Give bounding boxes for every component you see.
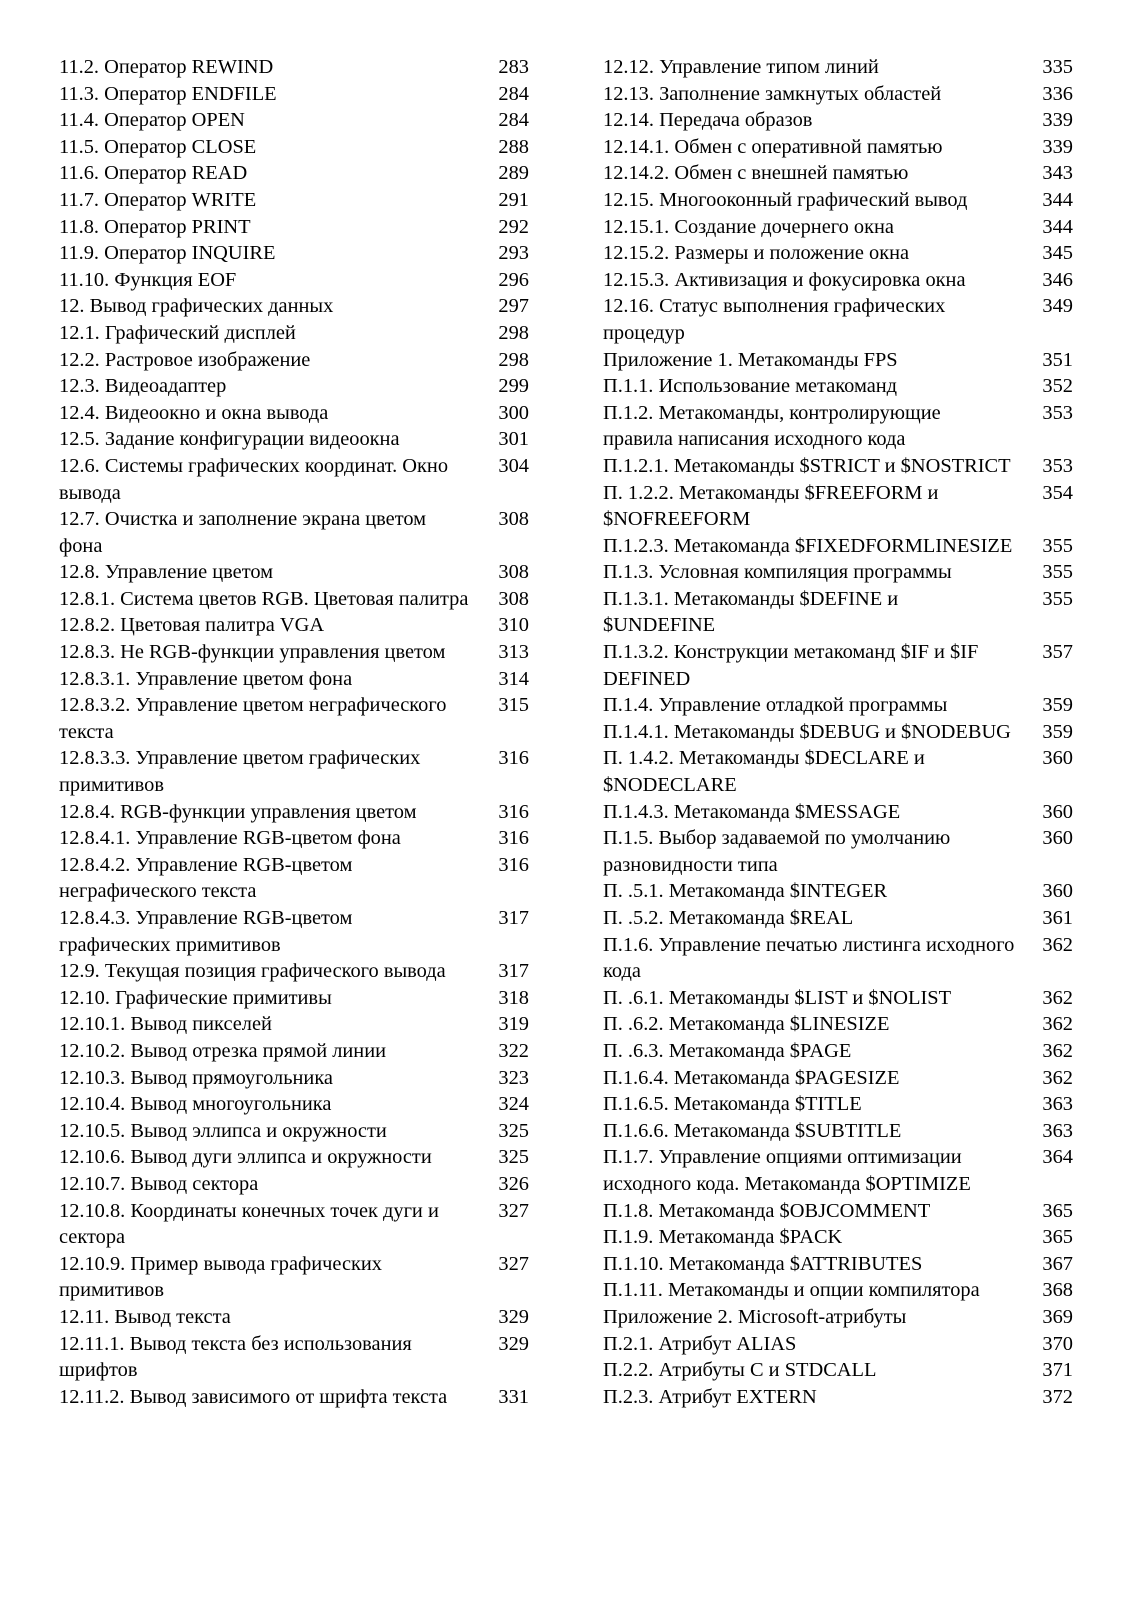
toc-entry-title: 12.10.6. Вывод дуги эллипса и окружности [59, 1146, 432, 1169]
toc-entry-title: 12.15. Многооконный графический вывод [603, 188, 968, 211]
toc-entry [59, 958, 529, 985]
toc-entry-title: П.1.6. Управление печатью листинга исходного кода [603, 933, 1015, 983]
toc-entry-title: П.2.1. Атрибут ALIAS [603, 1332, 797, 1355]
toc-entry [59, 453, 529, 506]
toc-entry-title: 11.5. Оператор CLOSE [59, 135, 257, 158]
toc-entry [603, 825, 1073, 878]
toc-entry-title: 12. Вывод графических данных [59, 295, 334, 318]
toc-entry [603, 719, 1073, 746]
toc-entry-page-number: 297 [498, 295, 529, 318]
toc-entry [603, 134, 1073, 161]
toc-entry [603, 905, 1073, 932]
toc-entry-title: 12.10.3. Вывод прямоугольника [59, 1066, 333, 1089]
toc-entry-title: 11.9. Оператор INQUIRE [59, 242, 276, 265]
toc-entry-page-number: 319 [498, 1013, 529, 1036]
toc-entry [59, 400, 529, 427]
toc-entry [59, 426, 529, 453]
toc-entry-page-number: 371 [1042, 1359, 1073, 1382]
toc-entry [603, 559, 1073, 586]
toc-entry-title: 12.8.4.2. Управление RGB-цветом неграфического текста [59, 853, 353, 903]
toc-entry-page-number: 317 [498, 907, 529, 929]
toc-entry [59, 1304, 529, 1331]
toc-entry [603, 1144, 1073, 1197]
toc-entry-page-number: 325 [498, 1119, 529, 1142]
toc-entry-page-number: 310 [498, 614, 529, 637]
toc-entry [59, 134, 529, 161]
toc-entry [59, 1171, 529, 1198]
toc-entry [603, 400, 1073, 453]
toc-entry [59, 905, 529, 958]
toc-entry-title: 12.8.4. RGB-функции управления цветом [59, 800, 417, 823]
toc-entry-title: П.1.6.5. Метакоманда $TITLE [603, 1093, 862, 1116]
toc-entry-title: 12.1. Графический дисплей [59, 321, 296, 344]
toc-entry [59, 107, 529, 134]
toc-entry-title: 12.15.1. Создание дочернего окна [603, 215, 894, 238]
toc-entry [59, 1331, 529, 1384]
toc-entry-title: П.1.1. Использование метакоманд [603, 375, 898, 398]
toc-entry-page-number: 296 [498, 268, 529, 291]
toc-entry-page-number: 301 [498, 428, 529, 451]
toc-entry-title: 12.8.2. Цветовая палитра VGA [59, 614, 325, 637]
toc-entry-title: 12.14. Передача образов [603, 109, 813, 132]
toc-entry [59, 54, 529, 81]
toc-entry [603, 160, 1073, 187]
toc-entry-page-number: 339 [1042, 135, 1073, 158]
toc-entry-title: 12.10.7. Вывод сектора [59, 1172, 259, 1195]
toc-entry-title: 12.10.9. Пример вывода графических примитивов [59, 1252, 383, 1302]
toc-entry-page-number: 369 [1042, 1305, 1073, 1328]
toc-entry-title: 12.8.3.3. Управление цветом графических примитивов [59, 747, 421, 797]
toc-entry-page-number: 335 [1042, 56, 1073, 78]
toc-entry [603, 480, 1073, 533]
toc-entry [603, 347, 1073, 374]
toc-entry-page-number: 344 [1042, 188, 1073, 211]
toc-entry-title: П.1.2.3. Метакоманда $FIXEDFORMLINESIZE [603, 534, 1013, 557]
toc-entry [603, 1198, 1073, 1225]
toc-entry [603, 107, 1073, 134]
toc-entry-title: П. .6.1. Метакоманды $LIST и $NOLIST [603, 986, 952, 1009]
toc-entry [603, 878, 1073, 905]
toc-entry-page-number: 364 [1042, 1146, 1073, 1169]
toc-entry-title: П. .6.2. Метакоманда $LINESIZE [603, 1013, 890, 1036]
toc-entry-title: 12.8.4.3. Управление RGB-цветом графических примитивов [59, 907, 353, 956]
toc-entry-page-number: 304 [498, 454, 529, 477]
toc-entry [603, 1038, 1073, 1065]
toc-entry-page-number: 357 [1042, 641, 1073, 664]
toc-entry-page-number: 298 [498, 321, 529, 344]
toc-entry [59, 373, 529, 400]
toc-entry-title: 12.10. Графические примитивы [59, 986, 332, 1009]
toc-entry [603, 1118, 1073, 1145]
toc-entry-page-number: 352 [1042, 375, 1073, 398]
toc-entry [59, 985, 529, 1012]
toc-entry-page-number: 354 [1042, 481, 1073, 504]
toc-entry [603, 533, 1073, 560]
toc-entry [603, 54, 1073, 81]
toc-entry-title: П.1.9. Метакоманда $PACK [603, 1226, 843, 1249]
toc-entry [603, 267, 1073, 294]
toc-entry [603, 586, 1073, 639]
toc-entry-title: 12.10.5. Вывод эллипса и окружности [59, 1119, 387, 1142]
toc-entry [59, 1251, 529, 1304]
toc-entry [59, 1198, 529, 1251]
toc-entry-page-number: 308 [498, 561, 529, 584]
toc-entry [59, 293, 529, 320]
toc-left-column [59, 54, 529, 1410]
toc-entry-title: П. 1.2.2. Метакоманды $FREEFORM и $NOFREEFORM [603, 481, 939, 531]
toc-entry-page-number: 326 [498, 1172, 529, 1195]
toc-entry [603, 373, 1073, 400]
toc-entry-page-number: 322 [498, 1039, 529, 1062]
toc-entry-page-number: 325 [498, 1146, 529, 1169]
toc-entry-title: 12.3. Видеоадаптер [59, 375, 227, 398]
toc-entry-title: 12.10.1. Вывод пикселей [59, 1013, 272, 1036]
toc-entry-title: 12.8.3.2. Управление цветом неграфического текста [59, 694, 447, 743]
toc-entry-page-number: 323 [498, 1066, 529, 1089]
toc-entry [603, 1331, 1073, 1358]
toc-entry-page-number: 355 [1042, 561, 1073, 584]
toc-entry [603, 745, 1073, 798]
toc-entry-page-number: 362 [1042, 1066, 1073, 1089]
toc-entry [59, 320, 529, 347]
toc-entry-page-number: 283 [498, 56, 529, 78]
toc-entry-title: П.1.2. Метакоманды, контролирующие правила написания исходного кода [603, 401, 941, 451]
toc-entry [59, 214, 529, 241]
toc-entry-title: 12.8.3.1. Управление цветом фона [59, 667, 353, 690]
toc-entry-page-number: 318 [498, 986, 529, 1009]
toc-entry-page-number: 292 [498, 215, 529, 238]
toc-entry-page-number: 327 [498, 1199, 529, 1222]
toc-entry-page-number: 344 [1042, 215, 1073, 238]
toc-entry-page-number: 308 [498, 587, 529, 610]
toc-entry [59, 1011, 529, 1038]
toc-entry-page-number: 363 [1042, 1119, 1073, 1142]
toc-entry-title: 12.7. Очистка и заполнение экрана цветом фона [59, 508, 427, 557]
toc-entry [603, 1384, 1073, 1411]
toc-entry [603, 932, 1073, 985]
toc-entry-page-number: 345 [1042, 242, 1073, 265]
toc-entry [59, 1065, 529, 1092]
toc-entry-title: 12.2. Растровое изображение [59, 348, 311, 371]
toc-entry-title: 11.8. Оператор PRINT [59, 215, 251, 238]
toc-entry-page-number: 355 [1042, 587, 1073, 610]
toc-entry-page-number: 362 [1042, 1039, 1073, 1062]
toc-entry-page-number: 293 [498, 242, 529, 265]
toc-entry [603, 1277, 1073, 1304]
toc-entry-page-number: 327 [498, 1252, 529, 1275]
toc-entry [59, 852, 529, 905]
toc-entry [603, 187, 1073, 214]
toc-entry-title: 12.11.2. Вывод зависимого от шрифта текста [59, 1385, 448, 1408]
toc-entry [59, 506, 529, 559]
toc-entry-page-number: 289 [498, 162, 529, 185]
toc-entry-title: 12.8.3. Не RGB-функции управления цветом [59, 641, 446, 664]
toc-entry-title: 12.9. Текущая позиция графического вывода [59, 960, 446, 983]
toc-entry-title: 11.3. Оператор ENDFILE [59, 82, 277, 105]
toc-entry [59, 799, 529, 826]
toc-entry-title: 12.10.4. Вывод многоугольника [59, 1093, 332, 1116]
toc-entry [59, 160, 529, 187]
toc-entry-title: П.1.3.2. Конструкции метакоманд $IF и $IF DEFINED [603, 641, 979, 690]
toc-entry-title: П.1.6.4. Метакоманда $PAGESIZE [603, 1066, 900, 1089]
toc-entry-title: П.1.4.3. Метакоманда $MESSAGE [603, 800, 901, 823]
toc-entry-title: П.1.3.1. Метакоманды $DEFINE и $UNDEFINE [603, 587, 899, 637]
toc-entry-page-number: 362 [1042, 933, 1073, 956]
toc-entry-page-number: 360 [1042, 880, 1073, 903]
toc-entry-title: 12.16. Статус выполнения графических процедур [603, 295, 946, 344]
toc-entry [59, 639, 529, 666]
toc-entry [603, 1251, 1073, 1278]
toc-entry-page-number: 355 [1042, 534, 1073, 557]
toc-right-column [603, 54, 1073, 1410]
toc-entry-title: П. .5.1. Метакоманда $INTEGER [603, 880, 888, 903]
toc-entry-page-number: 361 [1042, 907, 1073, 929]
toc-entry-page-number: 316 [498, 827, 529, 850]
toc-entry-title: П. 1.4.2. Метакоманды $DECLARE и $NODECLARE [603, 747, 925, 797]
toc-entry-title: 12.11. Вывод текста [59, 1305, 231, 1328]
toc-entry-title: 12.14.1. Обмен с оперативной памятью [603, 135, 943, 158]
toc-entry-title: 12.8. Управление цветом [59, 561, 274, 584]
toc-entry-page-number: 359 [1042, 720, 1073, 743]
toc-entry-page-number: 343 [1042, 162, 1073, 185]
toc-entry-title: П.1.7. Управление опциями оптимизации исходного кода. Метакоманда $OPTIMIZE [603, 1146, 971, 1195]
toc-entry-page-number: 360 [1042, 827, 1073, 850]
toc-entry [603, 1091, 1073, 1118]
toc-entry-page-number: 351 [1042, 348, 1073, 371]
toc-entry-page-number: 284 [498, 82, 529, 105]
toc-entry [603, 985, 1073, 1012]
toc-entry-title: 12.4. Видеоокно и окна вывода [59, 401, 329, 424]
toc-entry-page-number: 360 [1042, 800, 1073, 823]
toc-entry-title: 12.11.1. Вывод текста без использования шрифтов [59, 1332, 412, 1382]
toc-entry [603, 1304, 1073, 1331]
toc-entry-title: П.1.3. Условная компиляция программы [603, 561, 952, 584]
toc-entry-page-number: 353 [1042, 454, 1073, 477]
toc-entry [59, 586, 529, 613]
toc-entry-title: П.1.5. Выбор задаваемой по умолчанию разновидности типа [603, 827, 951, 876]
toc-entry-title: 12.14.2. Обмен с внешней памятью [603, 162, 909, 185]
toc-entry-page-number: 314 [498, 667, 529, 690]
toc-entry-title: 11.10. Функция EOF [59, 268, 237, 291]
toc-entry-title: 12.8.4.1. Управление RGB-цветом фона [59, 827, 401, 850]
toc-entry-page-number: 331 [498, 1385, 529, 1408]
toc-entry-title: П.1.4.1. Метакоманды $DEBUG и $NODEBUG [603, 720, 1011, 743]
toc-entry-title: П.1.8. Метакоманда $OBJCOMMENT [603, 1199, 931, 1222]
toc-entry [603, 81, 1073, 108]
toc-entry-title: 12.10.8. Координаты конечных точек дуги и сектора [59, 1199, 439, 1249]
toc-entry-page-number: 363 [1042, 1093, 1073, 1116]
toc-entry-title: Приложение 2. Microsoft-атрибуты [603, 1305, 907, 1328]
toc-entry-page-number: 298 [498, 348, 529, 371]
toc-entry-page-number: 368 [1042, 1279, 1073, 1302]
toc-entry-title: П.1.11. Метакоманды и опции компилятора [603, 1279, 980, 1302]
toc-entry-title: 11.7. Оператор WRITE [59, 188, 257, 211]
toc-entry-title: П.1.2.1. Метакоманды $STRICT и $NOSTRICT [603, 454, 1011, 477]
toc-entry-page-number: 288 [498, 135, 529, 158]
toc-entry-title: 11.4. Оператор OPEN [59, 109, 245, 132]
toc-entry-title: 11.6. Оператор READ [59, 162, 248, 185]
toc-entry [603, 639, 1073, 692]
toc-entry-page-number: 317 [498, 960, 529, 983]
toc-entry-title: П. .6.3. Метакоманда $PAGE [603, 1039, 852, 1062]
toc-entry-title: 12.6. Системы графических координат. Окно вывода [59, 454, 449, 504]
toc-entry-title: 11.2. Оператор REWIND [59, 56, 274, 78]
toc-entry [603, 1357, 1073, 1384]
toc-entry [59, 1384, 529, 1411]
toc-entry-title: П.2.2. Атрибуты C и STDCALL [603, 1359, 877, 1382]
toc-entry-page-number: 329 [498, 1332, 529, 1355]
toc-entry-title: П. .5.2. Метакоманда $REAL [603, 907, 854, 929]
toc-entry [603, 692, 1073, 719]
toc-entry [603, 799, 1073, 826]
toc-entry-page-number: 329 [498, 1305, 529, 1328]
toc-entry-page-number: 324 [498, 1093, 529, 1116]
toc-entry-page-number: 353 [1042, 401, 1073, 424]
toc-entry [603, 453, 1073, 480]
toc-entry-page-number: 365 [1042, 1226, 1073, 1249]
toc-entry-title: 12.15.3. Активизация и фокусировка окна [603, 268, 966, 291]
toc-entry-title: 12.13. Заполнение замкнутых областей [603, 82, 942, 105]
toc-entry-page-number: 346 [1042, 268, 1073, 291]
toc-entry [603, 1065, 1073, 1092]
toc-entry-title: П.1.10. Метакоманда $ATTRIBUTES [603, 1252, 923, 1275]
toc-entry-title: П.1.4. Управление отладкой программы [603, 694, 948, 717]
toc-entry-title: 12.8.1. Система цветов RGB. Цветовая палитра [59, 587, 469, 610]
toc-entry [59, 240, 529, 267]
toc-entry-title: 12.12. Управление типом линий [603, 56, 879, 78]
toc-entry [59, 745, 529, 798]
toc-entry-page-number: 372 [1042, 1385, 1073, 1408]
toc-entry-page-number: 284 [498, 109, 529, 132]
toc-entry-title: 12.5. Задание конфигурации видеоокна [59, 428, 400, 451]
toc-entry [603, 214, 1073, 241]
toc-entry-page-number: 291 [498, 188, 529, 211]
toc-entry-page-number: 336 [1042, 82, 1073, 105]
toc-entry-title: 12.15.2. Размеры и положение окна [603, 242, 910, 265]
toc-entry [59, 347, 529, 374]
toc-entry-page-number: 308 [498, 508, 529, 531]
toc-entry-page-number: 315 [498, 694, 529, 717]
toc-entry-page-number: 316 [498, 747, 529, 770]
toc-entry-title: П.1.6.6. Метакоманда $SUBTITLE [603, 1119, 902, 1142]
toc-entry-page-number: 316 [498, 853, 529, 876]
toc-entry-page-number: 362 [1042, 1013, 1073, 1036]
toc-entry-page-number: 316 [498, 800, 529, 823]
toc-entry [59, 666, 529, 693]
toc-entry-page-number: 365 [1042, 1199, 1073, 1222]
toc-entry-title: Приложение 1. Метакоманды FPS [603, 348, 898, 371]
toc-entry [59, 559, 529, 586]
toc-entry [59, 187, 529, 214]
toc-entry-page-number: 339 [1042, 109, 1073, 132]
toc-entry-page-number: 367 [1042, 1252, 1073, 1275]
toc-entry [59, 267, 529, 294]
toc-entry-page-number: 300 [498, 401, 529, 424]
toc-entry-page-number: 359 [1042, 694, 1073, 717]
toc-entry-page-number: 360 [1042, 747, 1073, 770]
toc-entry [603, 293, 1073, 346]
toc-entry [59, 692, 529, 745]
toc-entry-page-number: 370 [1042, 1332, 1073, 1355]
toc-entry-title: 12.10.2. Вывод отрезка прямой линии [59, 1039, 387, 1062]
toc-entry [59, 1091, 529, 1118]
toc-entry [603, 1011, 1073, 1038]
toc-entry [59, 1118, 529, 1145]
toc-entry [59, 81, 529, 108]
toc-entry-page-number: 362 [1042, 986, 1073, 1009]
toc-entry-page-number: 299 [498, 375, 529, 398]
toc-entry-page-number: 313 [498, 641, 529, 664]
toc-entry-title: П.2.3. Атрибут EXTERN [603, 1385, 817, 1408]
toc-entry [59, 612, 529, 639]
toc-entry [603, 1224, 1073, 1251]
toc-entry-page-number: 349 [1042, 295, 1073, 318]
toc-entry [59, 1144, 529, 1171]
toc-entry [59, 1038, 529, 1065]
toc-entry [603, 240, 1073, 267]
toc-entry [59, 825, 529, 852]
